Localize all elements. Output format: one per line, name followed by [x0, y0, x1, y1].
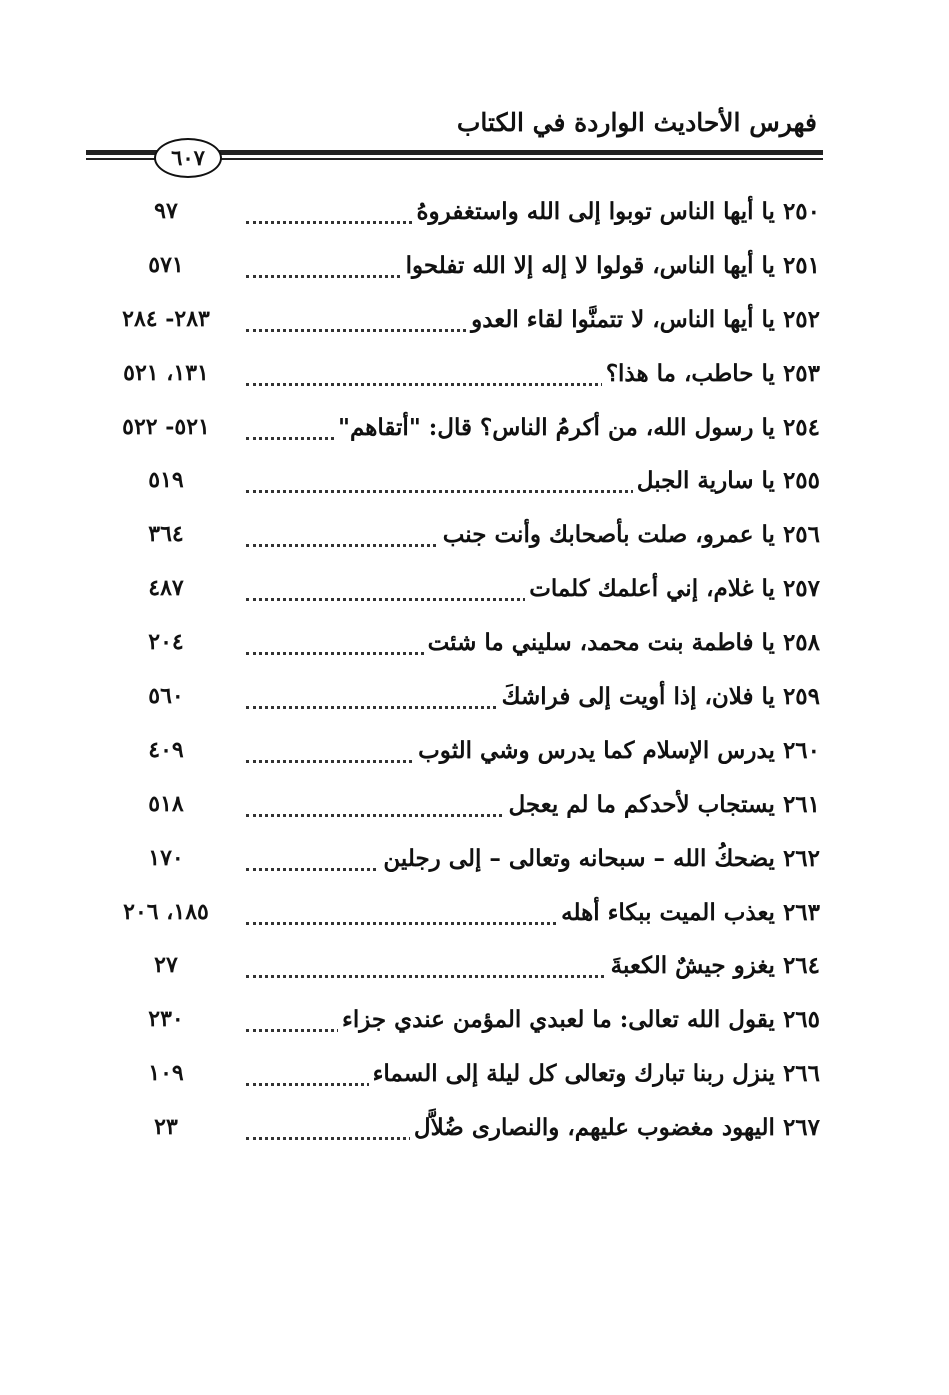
entry-page-ref: ٢٣ [154, 1114, 178, 1141]
index-entry [96, 835, 824, 889]
entry-number: ٢٥٧ [782, 575, 820, 603]
entry-text-wrapper [467, 306, 820, 333]
index-entry [96, 242, 824, 296]
index-entry [96, 457, 824, 511]
entry-text-wrapper [369, 1060, 820, 1087]
entry-hadith-text: يعذب الميت ببكاء أهله [561, 898, 775, 926]
entry-hadith-text: يستجاب لأحدكم ما لم يعجل [508, 790, 775, 818]
index-entry [96, 1104, 824, 1158]
index-entry [96, 781, 824, 835]
entry-page-ref: ٥١٩ [148, 467, 184, 494]
entry-page-ref: ٣٦٤ [148, 521, 184, 548]
entry-hadith-text: يا فاطمة بنت محمد، سليني ما شئت [427, 629, 775, 657]
entry-number: ٢٦٤ [782, 952, 820, 980]
entry-number: ٢٥٦ [782, 521, 820, 549]
entry-text-wrapper [525, 575, 820, 602]
entry-text-wrapper [607, 952, 820, 979]
entry-hadith-text: ينزل ربنا تبارك وتعالى كل ليلة إلى السماء [372, 1060, 775, 1088]
entry-text-wrapper [402, 252, 820, 279]
page-number-badge: ٦٠٧ [154, 138, 222, 178]
entry-page-ref: ١٨٥، ٢٠٦ [123, 898, 209, 925]
entry-page-ref: ١٠٩ [148, 1060, 184, 1087]
entry-text-wrapper [424, 629, 820, 656]
entry-number: ٢٥٩ [782, 683, 820, 711]
index-entry [96, 1050, 824, 1104]
entry-page-ref: ٢٨٣- ٢٨٤ [122, 305, 210, 332]
entry-hadith-text: يدرس الإسلام كما يدرس وشي الثوب [418, 736, 775, 764]
entry-hadith-text: يا حاطب، ما هذا؟ [605, 359, 775, 387]
entry-hadith-text: يقول الله تعالى: ما لعبدي المؤمن عندي جزاء [342, 1006, 775, 1034]
entry-hadith-text: يا غلام، إني أعلمك كلمات [529, 575, 775, 603]
entry-hadith-text: يا أيها الناس توبوا إلى الله واستغفروهُ [416, 198, 775, 225]
index-entry [96, 511, 824, 565]
running-header-title: فهرس الأحاديث الواردة في الكتاب [456, 108, 817, 137]
entry-text-wrapper [410, 1114, 820, 1141]
index-entry [96, 619, 824, 673]
entry-number: ٢٦٣ [782, 898, 820, 926]
entry-hadith-text: يا فلان، إذا أويت إلى فراشكَ [501, 683, 775, 711]
entry-hadith-text: يا أيها الناس، قولوا لا إله إلا الله تفلحوا [405, 251, 775, 279]
entry-number: ٢٥٨ [782, 629, 820, 657]
entry-hadith-text: يا عمرو، صلت بأصحابك وأنت جنب [442, 521, 775, 549]
entry-number: ٢٥٤ [782, 413, 820, 441]
entry-page-ref: ٢٧ [154, 952, 178, 979]
entry-page-ref: ٥٢١- ٥٢٢ [122, 413, 210, 440]
entry-text-wrapper [504, 791, 820, 818]
entry-number: ٢٥٣ [782, 359, 820, 387]
entry-hadith-text: يا رسول الله، من أكرمُ الناس؟ قال: "أتقاهم" [337, 413, 775, 441]
entry-hadith-text: يغزو جيشٌ الكعبةَ [610, 952, 775, 980]
entry-page-ref: ٤٨٧ [148, 575, 184, 602]
entry-text-wrapper [439, 521, 820, 548]
entry-text-wrapper [334, 414, 820, 441]
entry-text-wrapper [633, 467, 820, 494]
index-entry [96, 404, 824, 458]
entry-text-wrapper [414, 737, 820, 764]
entry-number: ٢٦٢ [782, 844, 820, 872]
index-entry [96, 565, 824, 619]
entry-number: ٢٦٠ [782, 736, 820, 764]
entry-number: ٢٦٥ [782, 1006, 820, 1034]
entry-page-ref: ٥١٨ [148, 790, 184, 817]
index-entry [96, 996, 824, 1050]
entry-page-ref: ١٧٠ [148, 844, 184, 871]
index-entry [96, 889, 824, 943]
entry-number: ٢٦٧ [782, 1114, 820, 1142]
entry-hadith-text: يا أيها الناس، لا تتمنَّوا لقاء العدو [471, 305, 775, 333]
entry-text-wrapper [498, 683, 820, 710]
entry-page-ref: ٢٠٤ [148, 629, 184, 656]
entry-number: ٢٥٠ [782, 198, 820, 225]
entry-page-ref: ٥٧١ [148, 251, 184, 278]
entry-page-ref: ٤٠٩ [148, 736, 184, 763]
entry-page-ref: ٥٦٠ [148, 683, 184, 710]
entry-page-ref: ٢٣٠ [148, 1006, 184, 1033]
index-entry [96, 727, 824, 781]
entry-page-ref: ٩٧ [154, 198, 178, 224]
entry-text-wrapper [557, 899, 820, 926]
index-entry [96, 673, 824, 727]
entry-number: ٢٥٢ [782, 305, 820, 333]
entry-hadith-text: اليهود مغضوب عليهم، والنصارى ضُلاَّل [413, 1114, 775, 1142]
index-entry [96, 350, 824, 404]
entry-number: ٢٥٥ [782, 467, 820, 495]
index-entry [96, 296, 824, 350]
entry-text-wrapper [338, 1006, 820, 1033]
hadith-index-list [96, 188, 824, 1158]
index-entry [96, 942, 824, 996]
entry-text-wrapper [413, 198, 821, 225]
entry-number: ٢٦٦ [782, 1060, 820, 1088]
index-entry [96, 188, 824, 242]
entry-number: ٢٥١ [782, 251, 820, 279]
entry-hadith-text: يا سارية الجبل [636, 467, 775, 495]
entry-text-wrapper [602, 360, 820, 387]
entry-text-wrapper [379, 845, 820, 872]
entry-hadith-text: يضحكُ الله – سبحانه وتعالى – إلى رجلين [383, 844, 775, 872]
entry-page-ref: ١٣١، ٥٢١ [123, 359, 209, 386]
entry-number: ٢٦١ [782, 790, 820, 818]
